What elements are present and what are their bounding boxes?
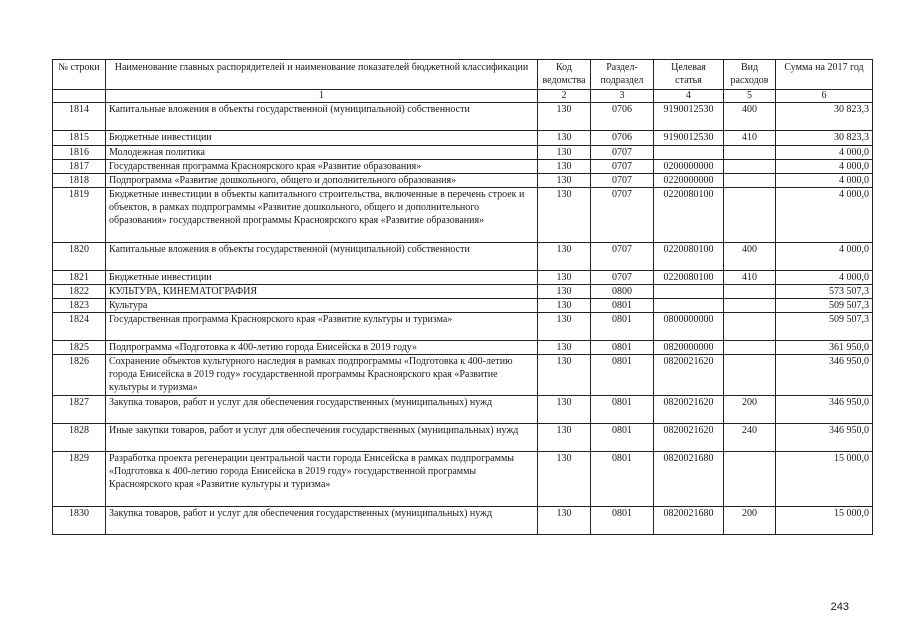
amount: 4 000,0	[776, 243, 873, 271]
target-item-code	[654, 299, 724, 313]
row-number: 1830	[53, 507, 106, 535]
row-name: КУЛЬТУРА, КИНЕМАТОГРАФИЯ	[106, 285, 538, 299]
target-item-code: 0200000000	[654, 160, 724, 174]
column-number-row	[53, 90, 873, 103]
department-code: 130	[538, 341, 591, 355]
row-number: 1825	[53, 341, 106, 355]
row-name: Капитальные вложения в объекты государственной (муниципальной) собственности	[106, 103, 538, 131]
department-code: 130	[538, 160, 591, 174]
target-item-code: 0820021620	[654, 396, 724, 424]
section-code: 0706	[591, 131, 654, 146]
table-row	[53, 452, 873, 507]
row-name: Сохранение объектов культурного наследия в рамках подпрограммы «Подготовка к 400-летию города Енисейска в 2019 году» государственной программы Красноярского края «Развитие культуры и туризма»	[106, 355, 538, 396]
section-code: 0801	[591, 313, 654, 341]
table-row	[53, 243, 873, 271]
target-item-code: 0820000000	[654, 341, 724, 355]
amount: 4 000,0	[776, 188, 873, 243]
amount: 361 950,0	[776, 341, 873, 355]
row-name: Подпрограмма «Подготовка к 400-летию города Енисейска в 2019 году»	[106, 341, 538, 355]
section-code: 0707	[591, 174, 654, 188]
section-code: 0800	[591, 285, 654, 299]
amount: 346 950,0	[776, 424, 873, 452]
table-row	[53, 146, 873, 160]
header-section: Раздел-подраздел	[591, 60, 654, 90]
row-name: Бюджетные инвестиции в объекты капитального строительства, включенные в перечень строек и объектов, в рамках подпрограммы «Развитие дошкольного, общего и дополнительного образования» государственной программы Красноярского края «Развитие образования»	[106, 188, 538, 243]
row-name: Бюджетные инвестиции	[106, 131, 538, 146]
table-row	[53, 271, 873, 285]
table-row	[53, 174, 873, 188]
row-number: 1815	[53, 131, 106, 146]
section-code: 0707	[591, 160, 654, 174]
amount: 573 507,3	[776, 285, 873, 299]
section-code: 0706	[591, 103, 654, 131]
table-row	[53, 341, 873, 355]
expense-type-code	[724, 146, 776, 160]
column-number: 5	[724, 90, 776, 103]
section-code: 0801	[591, 452, 654, 507]
header-amount: Сумма на 2017 год	[776, 60, 873, 90]
column-number: 3	[591, 90, 654, 103]
expense-type-code	[724, 313, 776, 341]
table-row	[53, 507, 873, 535]
table-row	[53, 396, 873, 424]
department-code: 130	[538, 131, 591, 146]
row-name: Закупка товаров, работ и услуг для обеспечения государственных (муниципальных) нужд	[106, 507, 538, 535]
amount: 4 000,0	[776, 146, 873, 160]
department-code: 130	[538, 271, 591, 285]
expense-type-code	[724, 355, 776, 396]
section-code: 0801	[591, 341, 654, 355]
row-number: 1823	[53, 299, 106, 313]
row-name: Молодежная политика	[106, 146, 538, 160]
target-item-code: 0220080100	[654, 188, 724, 243]
table-row	[53, 299, 873, 313]
target-item-code: 0820021620	[654, 424, 724, 452]
page-number: 243	[830, 601, 849, 613]
amount: 30 823,3	[776, 103, 873, 131]
department-code: 130	[538, 507, 591, 535]
amount: 30 823,3	[776, 131, 873, 146]
department-code: 130	[538, 243, 591, 271]
section-code: 0707	[591, 146, 654, 160]
expense-type-code: 410	[724, 271, 776, 285]
department-code: 130	[538, 313, 591, 341]
amount: 15 000,0	[776, 507, 873, 535]
amount: 509 507,3	[776, 299, 873, 313]
expense-type-code: 400	[724, 243, 776, 271]
expense-type-code: 410	[724, 131, 776, 146]
target-item-code: 0800000000	[654, 313, 724, 341]
header-expense-type: Вид расходов	[724, 60, 776, 90]
department-code: 130	[538, 146, 591, 160]
expense-type-code: 200	[724, 507, 776, 535]
department-code: 130	[538, 103, 591, 131]
table-row	[53, 355, 873, 396]
amount: 4 000,0	[776, 174, 873, 188]
target-item-code: 0220080100	[654, 243, 724, 271]
department-code: 130	[538, 355, 591, 396]
row-number: 1814	[53, 103, 106, 131]
expense-type-code: 200	[724, 396, 776, 424]
section-code: 0707	[591, 188, 654, 243]
row-name: Государственная программа Красноярского края «Развитие образования»	[106, 160, 538, 174]
column-number: 1	[106, 90, 538, 103]
expense-type-code	[724, 299, 776, 313]
expense-type-code: 400	[724, 103, 776, 131]
table-row	[53, 188, 873, 243]
amount: 4 000,0	[776, 160, 873, 174]
department-code: 130	[538, 174, 591, 188]
header-target-item: Целевая статья	[654, 60, 724, 90]
budget-table	[52, 59, 873, 535]
target-item-code	[654, 146, 724, 160]
table-row	[53, 313, 873, 341]
section-code: 0801	[591, 299, 654, 313]
amount: 346 950,0	[776, 396, 873, 424]
department-code: 130	[538, 424, 591, 452]
amount: 4 000,0	[776, 271, 873, 285]
row-number: 1821	[53, 271, 106, 285]
header-name: Наименование главных распорядителей и наименование показателей бюджетной классификации	[106, 60, 538, 90]
row-number: 1824	[53, 313, 106, 341]
expense-type-code	[724, 341, 776, 355]
section-code: 0801	[591, 355, 654, 396]
section-code: 0801	[591, 507, 654, 535]
section-code: 0801	[591, 424, 654, 452]
row-number: 1817	[53, 160, 106, 174]
row-name: Бюджетные инвестиции	[106, 271, 538, 285]
target-item-code: 0220000000	[654, 174, 724, 188]
department-code: 130	[538, 452, 591, 507]
table-row	[53, 424, 873, 452]
table-row	[53, 103, 873, 131]
department-code: 130	[538, 285, 591, 299]
table-row	[53, 160, 873, 174]
column-number: 2	[538, 90, 591, 103]
row-name: Культура	[106, 299, 538, 313]
row-number: 1818	[53, 174, 106, 188]
row-number: 1827	[53, 396, 106, 424]
target-item-code: 0820021680	[654, 507, 724, 535]
expense-type-code	[724, 452, 776, 507]
target-item-code	[654, 285, 724, 299]
row-name: Капитальные вложения в объекты государственной (муниципальной) собственности	[106, 243, 538, 271]
department-code: 130	[538, 396, 591, 424]
row-number: 1829	[53, 452, 106, 507]
row-number: 1820	[53, 243, 106, 271]
target-item-code: 0220080100	[654, 271, 724, 285]
department-code: 130	[538, 188, 591, 243]
column-number	[53, 90, 106, 103]
expense-type-code	[724, 160, 776, 174]
row-number: 1822	[53, 285, 106, 299]
amount: 509 507,3	[776, 313, 873, 341]
row-number: 1828	[53, 424, 106, 452]
row-number: 1819	[53, 188, 106, 243]
expense-type-code: 240	[724, 424, 776, 452]
target-item-code: 0820021620	[654, 355, 724, 396]
target-item-code: 0820021680	[654, 452, 724, 507]
section-code: 0801	[591, 396, 654, 424]
header-row	[53, 60, 873, 90]
row-name: Разработка проекта регенерации центральной части города Енисейска в рамках подпрограммы «Подготовка к 400-летию города Енисейска в 2019 году» государственной программы Красноярского края «Развитие культуры и туризма»	[106, 452, 538, 507]
header-row-number: № строки	[53, 60, 106, 90]
expense-type-code	[724, 188, 776, 243]
column-number: 4	[654, 90, 724, 103]
target-item-code: 9190012530	[654, 131, 724, 146]
row-number: 1816	[53, 146, 106, 160]
amount: 15 000,0	[776, 452, 873, 507]
target-item-code: 9190012530	[654, 103, 724, 131]
section-code: 0707	[591, 271, 654, 285]
table-row	[53, 131, 873, 146]
header-department-code: Код ведомства	[538, 60, 591, 90]
amount: 346 950,0	[776, 355, 873, 396]
department-code: 130	[538, 299, 591, 313]
row-name: Государственная программа Красноярского края «Развитие культуры и туризма»	[106, 313, 538, 341]
expense-type-code	[724, 174, 776, 188]
table-row	[53, 285, 873, 299]
column-number: 6	[776, 90, 873, 103]
row-name: Закупка товаров, работ и услуг для обеспечения государственных (муниципальных) нужд	[106, 396, 538, 424]
row-number: 1826	[53, 355, 106, 396]
section-code: 0707	[591, 243, 654, 271]
expense-type-code	[724, 285, 776, 299]
row-name: Иные закупки товаров, работ и услуг для обеспечения государственных (муниципальных) нужд	[106, 424, 538, 452]
table-body	[53, 103, 873, 535]
row-name: Подпрограмма «Развитие дошкольного, общего и дополнительного образования»	[106, 174, 538, 188]
